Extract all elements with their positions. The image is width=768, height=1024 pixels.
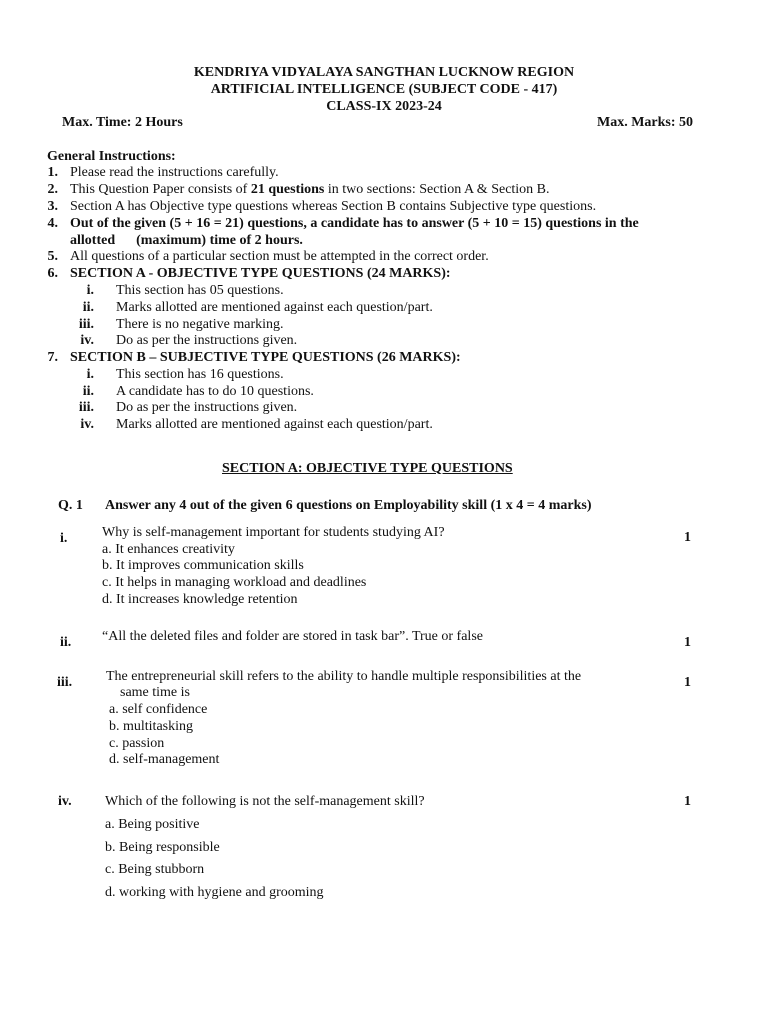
sub-instruction-number: iii. [78, 317, 94, 332]
sub-instruction-text: Marks allotted are mentioned against each question/part. [116, 300, 433, 315]
sub-instruction-text: There is no negative marking. [116, 317, 284, 332]
part-number: iv. [58, 794, 72, 809]
option: a. Being positive [105, 817, 200, 832]
instruction-number: 7. [47, 350, 58, 365]
instruction-text: All questions of a particular section must be attempted in the correct order. [70, 249, 489, 264]
instruction-number: 1. [47, 165, 58, 180]
instruction-number: 3. [47, 199, 58, 214]
option: d. working with hygiene and grooming [105, 885, 324, 900]
part-marks: 1 [684, 675, 691, 690]
option: c. passion [109, 736, 165, 751]
class-year: CLASS-IX 2023-24 [326, 99, 442, 114]
part-number: i. [60, 531, 68, 546]
option: b. It improves communication skills [102, 558, 304, 573]
option: a. It enhances creativity [102, 542, 235, 557]
part-question: Which of the following is not the self-management skill? [105, 794, 425, 809]
question-count: 21 questions [250, 182, 325, 197]
max-time: Max. Time: 2 Hours [62, 115, 183, 130]
school-name: KENDRIYA VIDYALAYA SANGTHAN LUCKNOW REGION [193, 65, 575, 80]
instruction-text: This Question Paper consists of 21 questions in two sections: Section A & Section B. [70, 182, 550, 197]
sub-instruction-number: iv. [80, 417, 94, 432]
instruction-number: 4. [47, 216, 58, 231]
option: c. Being stubborn [105, 862, 205, 877]
max-marks: Max. Marks: 50 [597, 115, 694, 130]
sub-instruction-text: This section has 16 questions. [116, 367, 284, 382]
sub-instruction-number: i. [86, 283, 94, 298]
question-number: Q. 1 [58, 498, 83, 513]
option: b. Being responsible [105, 840, 220, 855]
part-number: ii. [60, 635, 72, 650]
instruction-text: Section A has Objective type questions whereas Section B contains Subjective type questions. [70, 199, 597, 214]
section-a-title: SECTION A: OBJECTIVE TYPE QUESTIONS [222, 461, 513, 476]
instruction-text: Please read the instructions carefully. [70, 165, 279, 180]
instruction-number: 5. [47, 249, 58, 264]
sub-instruction-number: ii. [82, 384, 94, 399]
instruction-number: 2. [47, 182, 58, 197]
section-b-instruction-heading: SECTION B – SUBJECTIVE TYPE QUESTIONS (26 MARKS): [70, 350, 461, 365]
part-question-continued: same time is [120, 685, 190, 700]
sub-instruction-number: iv. [80, 333, 94, 348]
sub-instruction-text: Marks allotted are mentioned against each question/part. [116, 417, 433, 432]
option: c. It helps in managing workload and deadlines [102, 575, 367, 590]
sub-instruction-text: Do as per the instructions given. [116, 400, 298, 415]
question-text: Answer any 4 out of the given 6 questions on Employability skill (1 x 4 = 4 marks) [105, 498, 592, 513]
part-number: iii. [57, 675, 73, 690]
option: a. self confidence [109, 702, 208, 717]
sub-instruction-number: i. [86, 367, 94, 382]
part-question: “All the deleted files and folder are stored in task bar”. True or false [102, 629, 483, 644]
instruction-text-continued: allotted (maximum) time of 2 hours. [70, 233, 303, 248]
instructions-title: General Instructions: [47, 149, 176, 164]
part-question: The entrepreneurial skill refers to the ability to handle multiple responsibilities at the [106, 669, 582, 684]
part-question: Why is self-management important for students studying AI? [102, 525, 445, 540]
sub-instruction-number: iii. [78, 400, 94, 415]
sub-instruction-number: ii. [82, 300, 94, 315]
sub-instruction-text: Do as per the instructions given. [116, 333, 298, 348]
part-marks: 1 [684, 794, 691, 809]
option: b. multitasking [109, 719, 193, 734]
part-marks: 1 [684, 530, 691, 545]
section-a-instruction-heading: SECTION A - OBJECTIVE TYPE QUESTIONS (24 MARKS): [70, 266, 451, 281]
sub-instruction-text: This section has 05 questions. [116, 283, 284, 298]
option: d. It increases knowledge retention [102, 592, 298, 607]
subject-title: ARTIFICIAL INTELLIGENCE (SUBJECT CODE - 417) [210, 82, 558, 97]
instruction-text: Out of the given (5 + 16 = 21) questions, a candidate has to answer (5 + 10 = 15) questions in the [70, 216, 639, 231]
instruction-number: 6. [47, 266, 58, 281]
part-marks: 1 [684, 635, 691, 650]
sub-instruction-text: A candidate has to do 10 questions. [116, 384, 314, 399]
option: d. self-management [109, 752, 220, 767]
